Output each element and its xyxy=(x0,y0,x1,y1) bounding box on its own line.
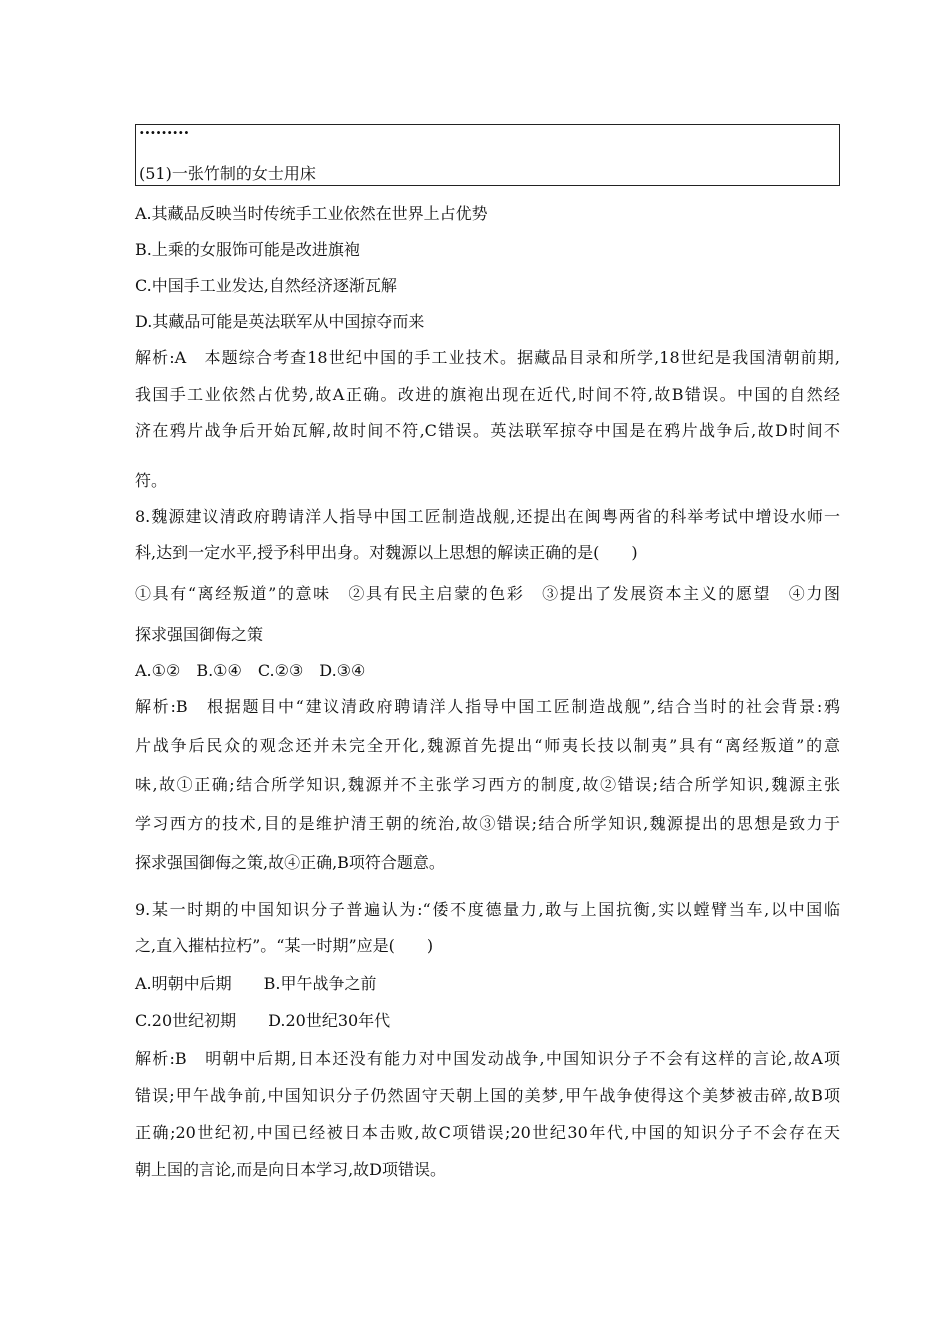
q8-analysis-line: 解析:B 根据题目中“建议清政府聘请洋人指导中国工匠制造战舰”,结合当时的社会背景:鸦 xyxy=(135,697,840,716)
q8-items-line: 探求强国御侮之策 xyxy=(135,625,264,644)
q8-options: A.①② B.①④ C.②③ D.③④ xyxy=(135,661,366,680)
q9-analysis-line: 错误;甲午战争前,中国知识分子仍然固守天朝上国的美梦,甲午战争使得这个美梦被击碎,故B项 xyxy=(135,1086,840,1105)
q7-option-a: A.其藏品反映当时传统手工业依然在世界上占优势 xyxy=(135,204,488,223)
q8-stem-line: 科,达到一定水平,授予科甲出身。对魏源以上思想的解读正确的是( ) xyxy=(135,543,638,562)
q8-items-line: ①具有“离经叛道”的意味 ②具有民主启蒙的色彩 ③提出了发展资本主义的愿望 ④力图 xyxy=(135,584,840,603)
q8-analysis-line: 探求强国御侮之策,故④正确,B项符合题意。 xyxy=(135,853,445,872)
q7-option-d: D.其藏品可能是英法联军从中国掠夺而来 xyxy=(135,312,425,331)
q7-analysis-line: 济在鸦片战争后开始瓦解,故时间不符,C错误。英法联军掠夺中国是在鸦片战争后,故D时间不 xyxy=(135,421,840,440)
q8-analysis-line: 学习西方的技术,目的是维护清王朝的统治,故③错误;结合所学知识,魏源提出的思想是致力于 xyxy=(135,814,840,833)
q9-stem-line: 9.某一时期的中国知识分子普遍认为:“倭不度德量力,敢与上国抗衡,实以螳臂当车,以中国临 xyxy=(135,900,840,919)
q8-analysis-line: 片战争后民众的观念还并未完全开化,魏源首先提出“师夷长技以制夷”具有“离经叛道”的意 xyxy=(135,736,840,755)
q9-option-line: A.明朝中后期 B.甲午战争之前 xyxy=(135,974,377,993)
q9-option-line: C.20世纪初期 D.20世纪30年代 xyxy=(135,1011,391,1030)
q9-analysis-line: 朝上国的言论,而是向日本学习,故D项错误。 xyxy=(135,1160,447,1179)
ellipsis-dots: ········· xyxy=(139,123,190,142)
q7-analysis-line: 符。 xyxy=(135,471,168,490)
document-page xyxy=(135,124,840,186)
q9-analysis-line: 解析:B 明朝中后期,日本还没有能力对中国发动战争,中国知识分子不会有这样的言论,故A项 xyxy=(135,1049,840,1068)
q7-analysis-line: 我国手工业依然占优势,故A正确。改进的旗袍出现在近代,时间不符,故B错误。中国的自然经 xyxy=(135,385,840,404)
q8-analysis-line: 味,故①正确;结合所学知识,魏源并不主张学习西方的制度,故②错误;结合所学知识,魏源主张 xyxy=(135,775,840,794)
box-caption: (51)一张竹制的女士用床 xyxy=(139,164,316,183)
q8-stem-line: 8.魏源建议清政府聘请洋人指导中国工匠制造战舰,还提出在闽粤两省的科举考试中增设水师一 xyxy=(135,507,840,526)
q9-analysis-line: 正确;20世纪初,中国已经被日本击败,故C项错误;20世纪30年代,中国的知识分子不会存在天 xyxy=(135,1123,840,1142)
q7-option-b: B.上乘的女服饰可能是改进旗袍 xyxy=(135,240,360,259)
q7-analysis-line: 解析:A 本题综合考查18世纪中国的手工业技术。据藏品目录和所学,18世纪是我国清朝前期, xyxy=(135,348,840,367)
q9-stem-line: 之,直入摧枯拉朽”。“某一时期”应是( ) xyxy=(135,936,434,955)
quoted-box xyxy=(135,124,840,186)
q7-option-c: C.中国手工业发达,自然经济逐渐瓦解 xyxy=(135,276,397,295)
